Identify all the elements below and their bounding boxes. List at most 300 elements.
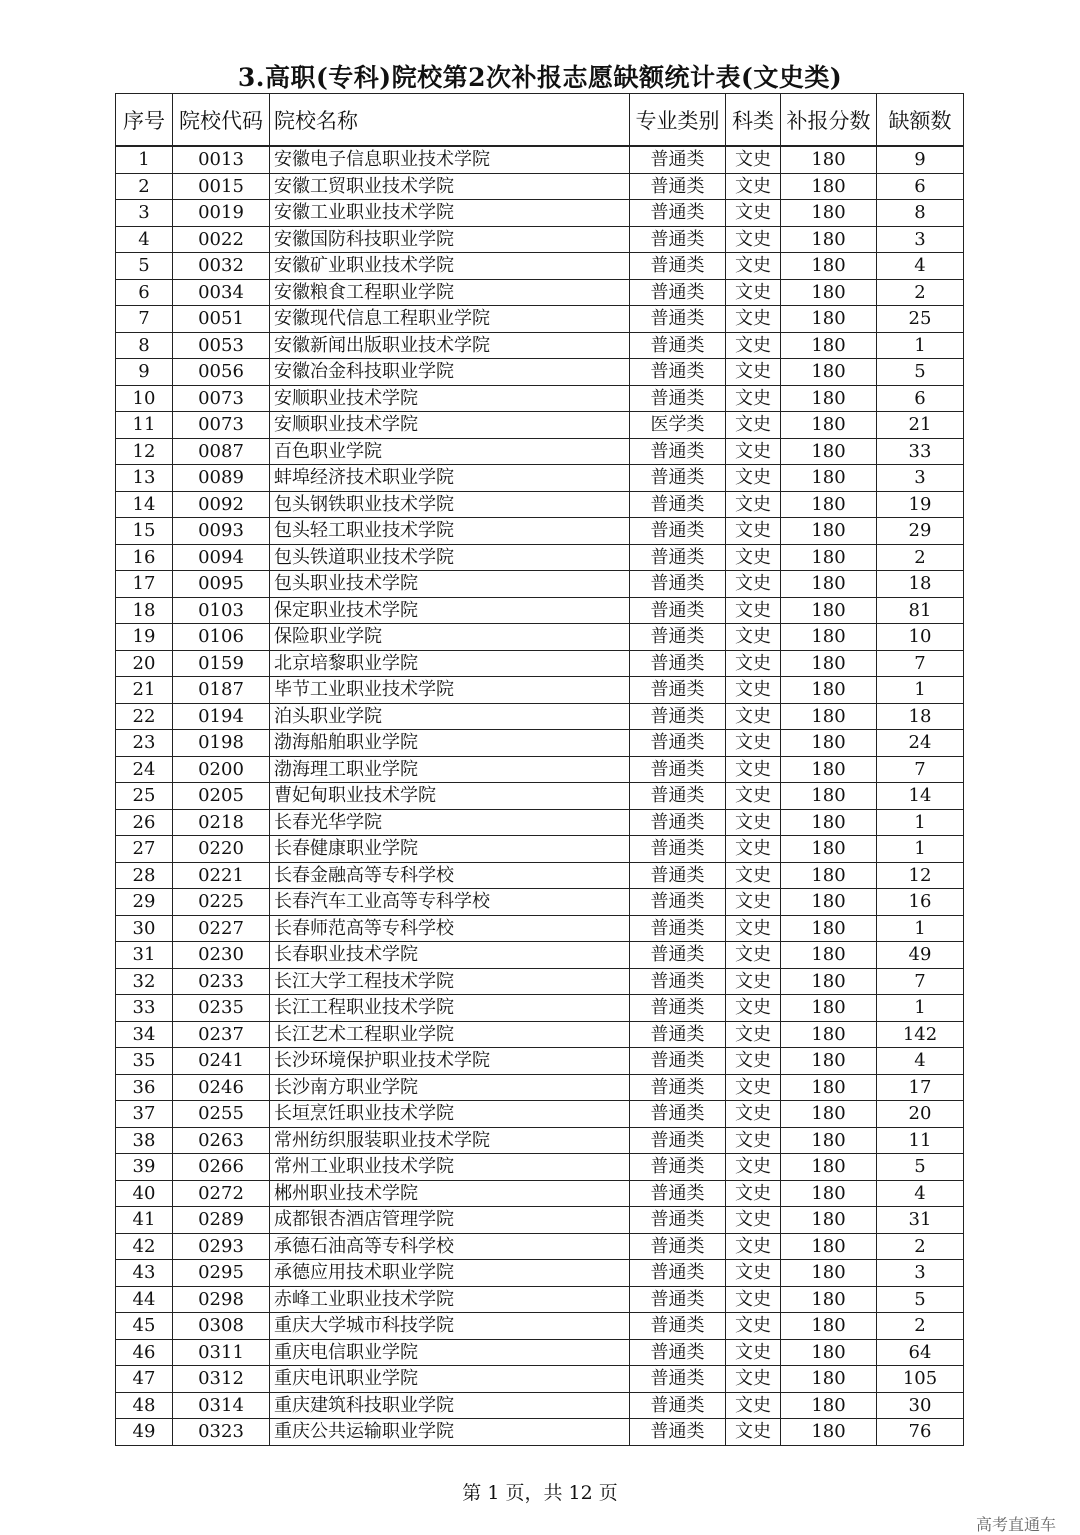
table-row (116, 1180, 964, 1207)
score-cell: 180 (781, 730, 877, 757)
subject-type-cell: 文史 (726, 730, 781, 757)
major-category-cell: 普通类 (630, 1339, 726, 1366)
school-name-cell: 承德石油高等专科学校 (270, 1233, 630, 1260)
score-cell: 180 (781, 544, 877, 571)
school-name-cell: 安徽冶金科技职业学院 (270, 359, 630, 386)
school-name-cell: 包头铁道职业技术学院 (270, 544, 630, 571)
school-name-cell: 保定职业技术学院 (270, 597, 630, 624)
school-name-cell: 安徽工业职业技术学院 (270, 200, 630, 227)
index-cell: 37 (116, 1101, 173, 1128)
subject-type-cell: 文史 (726, 809, 781, 836)
school-name-cell: 安顺职业技术学院 (270, 385, 630, 412)
subject-type-cell: 文史 (726, 1339, 781, 1366)
subject-type-cell: 文史 (726, 1313, 781, 1340)
school-name-cell: 长春汽车工业高等专科学校 (270, 889, 630, 916)
col-header-vacancy: 缺额数 (877, 94, 964, 147)
table-row (116, 756, 964, 783)
table-row (116, 1233, 964, 1260)
table-row (116, 968, 964, 995)
score-cell: 180 (781, 279, 877, 306)
school-name-cell: 重庆公共运输职业学院 (270, 1419, 630, 1446)
school-code-cell: 0241 (173, 1048, 270, 1075)
vacancy-cell: 17 (877, 1074, 964, 1101)
major-category-cell: 普通类 (630, 703, 726, 730)
score-cell: 180 (781, 465, 877, 492)
school-code-cell: 0015 (173, 173, 270, 200)
vacancy-cell: 1 (877, 995, 964, 1022)
table-row (116, 915, 964, 942)
major-category-cell: 普通类 (630, 571, 726, 598)
school-name-cell: 成都银杏酒店管理学院 (270, 1207, 630, 1234)
table-row (116, 1101, 964, 1128)
major-category-cell: 普通类 (630, 809, 726, 836)
subject-type-cell: 文史 (726, 862, 781, 889)
index-cell: 36 (116, 1074, 173, 1101)
table-row (116, 1339, 964, 1366)
table-row (116, 359, 964, 386)
subject-type-cell: 文史 (726, 650, 781, 677)
major-category-cell: 普通类 (630, 968, 726, 995)
school-code-cell: 0159 (173, 650, 270, 677)
vacancy-cell: 64 (877, 1339, 964, 1366)
table-row (116, 1048, 964, 1075)
vacancy-cell: 20 (877, 1101, 964, 1128)
index-cell: 20 (116, 650, 173, 677)
school-code-cell: 0194 (173, 703, 270, 730)
school-code-cell: 0022 (173, 226, 270, 253)
school-name-cell: 安徽国防科技职业学院 (270, 226, 630, 253)
major-category-cell: 普通类 (630, 1127, 726, 1154)
vacancy-cell: 33 (877, 438, 964, 465)
score-cell: 180 (781, 173, 877, 200)
index-cell: 2 (116, 173, 173, 200)
score-cell: 180 (781, 1313, 877, 1340)
table-row (116, 1392, 964, 1419)
school-code-cell: 0034 (173, 279, 270, 306)
table-row (116, 385, 964, 412)
table-row (116, 518, 964, 545)
table-row (116, 862, 964, 889)
vacancy-cell: 25 (877, 306, 964, 333)
index-cell: 38 (116, 1127, 173, 1154)
subject-type-cell: 文史 (726, 597, 781, 624)
school-code-cell: 0205 (173, 783, 270, 810)
school-name-cell: 长江艺术工程职业学院 (270, 1021, 630, 1048)
index-cell: 11 (116, 412, 173, 439)
major-category-cell: 普通类 (630, 1260, 726, 1287)
major-category-cell: 医学类 (630, 412, 726, 439)
table-row (116, 1260, 964, 1287)
table-row (116, 677, 964, 704)
score-cell: 180 (781, 253, 877, 280)
score-cell: 180 (781, 1048, 877, 1075)
subject-type-cell: 文史 (726, 385, 781, 412)
score-cell: 180 (781, 1074, 877, 1101)
index-cell: 19 (116, 624, 173, 651)
index-cell: 29 (116, 889, 173, 916)
index-cell: 23 (116, 730, 173, 757)
school-code-cell: 0092 (173, 491, 270, 518)
major-category-cell: 普通类 (630, 226, 726, 253)
vacancy-cell: 49 (877, 942, 964, 969)
subject-type-cell: 文史 (726, 1154, 781, 1181)
school-code-cell: 0235 (173, 995, 270, 1022)
school-name-cell: 重庆大学城市科技学院 (270, 1313, 630, 1340)
score-cell: 180 (781, 1021, 877, 1048)
table-row (116, 438, 964, 465)
school-name-cell: 安顺职业技术学院 (270, 412, 630, 439)
vacancy-cell: 12 (877, 862, 964, 889)
school-code-cell: 0298 (173, 1286, 270, 1313)
school-name-cell: 渤海船舶职业学院 (270, 730, 630, 757)
major-category-cell: 普通类 (630, 306, 726, 333)
school-code-cell: 0311 (173, 1339, 270, 1366)
subject-type-cell: 文史 (726, 465, 781, 492)
table-row (116, 571, 964, 598)
table-row (116, 1286, 964, 1313)
subject-type-cell: 文史 (726, 359, 781, 386)
school-code-cell: 0295 (173, 1260, 270, 1287)
table-row (116, 1127, 964, 1154)
header-row (116, 94, 964, 147)
major-category-cell: 普通类 (630, 518, 726, 545)
school-code-cell: 0230 (173, 942, 270, 969)
major-category-cell: 普通类 (630, 915, 726, 942)
table-row (116, 412, 964, 439)
major-category-cell: 普通类 (630, 1101, 726, 1128)
school-code-cell: 0266 (173, 1154, 270, 1181)
subject-type-cell: 文史 (726, 915, 781, 942)
school-code-cell: 0323 (173, 1419, 270, 1446)
score-cell: 180 (781, 809, 877, 836)
school-name-cell: 长春职业技术学院 (270, 942, 630, 969)
school-code-cell: 0218 (173, 809, 270, 836)
table-row (116, 1419, 964, 1446)
vacancy-cell: 4 (877, 1048, 964, 1075)
subject-type-cell: 文史 (726, 1021, 781, 1048)
school-name-cell: 赤峰工业职业技术学院 (270, 1286, 630, 1313)
score-cell: 180 (781, 968, 877, 995)
table-row (116, 624, 964, 651)
major-category-cell: 普通类 (630, 1313, 726, 1340)
school-name-cell: 长春师范高等专科学校 (270, 915, 630, 942)
vacancy-cell: 6 (877, 173, 964, 200)
score-cell: 180 (781, 1392, 877, 1419)
subject-type-cell: 文史 (726, 412, 781, 439)
school-name-cell: 毕节工业职业技术学院 (270, 677, 630, 704)
table-row (116, 173, 964, 200)
index-cell: 1 (116, 146, 173, 173)
table-row (116, 1074, 964, 1101)
score-cell: 180 (781, 1207, 877, 1234)
index-cell: 16 (116, 544, 173, 571)
school-code-cell: 0032 (173, 253, 270, 280)
major-category-cell: 普通类 (630, 385, 726, 412)
vacancy-cell: 5 (877, 1286, 964, 1313)
school-code-cell: 0094 (173, 544, 270, 571)
index-cell: 18 (116, 597, 173, 624)
major-category-cell: 普通类 (630, 624, 726, 651)
subject-type-cell: 文史 (726, 1048, 781, 1075)
school-name-cell: 长沙环境保护职业技术学院 (270, 1048, 630, 1075)
table-row (116, 836, 964, 863)
table-row (116, 306, 964, 333)
table-row (116, 332, 964, 359)
school-code-cell: 0237 (173, 1021, 270, 1048)
vacancy-cell: 3 (877, 226, 964, 253)
score-cell: 180 (781, 226, 877, 253)
school-code-cell: 0187 (173, 677, 270, 704)
school-code-cell: 0200 (173, 756, 270, 783)
major-category-cell: 普通类 (630, 332, 726, 359)
index-cell: 33 (116, 995, 173, 1022)
school-name-cell: 曹妃甸职业技术学院 (270, 783, 630, 810)
table-row (116, 703, 964, 730)
subject-type-cell: 文史 (726, 1260, 781, 1287)
index-cell: 48 (116, 1392, 173, 1419)
score-cell: 180 (781, 1233, 877, 1260)
vacancy-cell: 19 (877, 491, 964, 518)
index-cell: 43 (116, 1260, 173, 1287)
index-cell: 5 (116, 253, 173, 280)
subject-type-cell: 文史 (726, 624, 781, 651)
major-category-cell: 普通类 (630, 677, 726, 704)
school-name-cell: 安徽新闻出版职业技术学院 (270, 332, 630, 359)
index-cell: 27 (116, 836, 173, 863)
index-cell: 21 (116, 677, 173, 704)
school-code-cell: 0073 (173, 412, 270, 439)
index-cell: 25 (116, 783, 173, 810)
school-name-cell: 包头钢铁职业技术学院 (270, 491, 630, 518)
school-name-cell: 百色职业学院 (270, 438, 630, 465)
major-category-cell: 普通类 (630, 438, 726, 465)
major-category-cell: 普通类 (630, 1074, 726, 1101)
vacancy-cell: 7 (877, 756, 964, 783)
school-name-cell: 蚌埠经济技术职业学院 (270, 465, 630, 492)
table-row (116, 1207, 964, 1234)
score-cell: 180 (781, 597, 877, 624)
vacancy-cell: 18 (877, 571, 964, 598)
table-row (116, 597, 964, 624)
major-category-cell: 普通类 (630, 146, 726, 173)
table-title: 3.高职(专科)院校第2次补报志愿缺额统计表(文史类) (237, 63, 843, 92)
vacancy-cell: 6 (877, 385, 964, 412)
score-cell: 180 (781, 1366, 877, 1393)
school-name-cell: 安徽工贸职业技术学院 (270, 173, 630, 200)
school-code-cell: 0103 (173, 597, 270, 624)
table-row (116, 783, 964, 810)
subject-type-cell: 文史 (726, 756, 781, 783)
school-code-cell: 0312 (173, 1366, 270, 1393)
school-code-cell: 0053 (173, 332, 270, 359)
index-cell: 49 (116, 1419, 173, 1446)
major-category-cell: 普通类 (630, 836, 726, 863)
subject-type-cell: 文史 (726, 146, 781, 173)
subject-type-cell: 文史 (726, 1127, 781, 1154)
vacancy-cell: 2 (877, 279, 964, 306)
school-name-cell: 常州工业职业技术学院 (270, 1154, 630, 1181)
major-category-cell: 普通类 (630, 1180, 726, 1207)
school-code-cell: 0073 (173, 385, 270, 412)
school-name-cell: 长春金融高等专科学校 (270, 862, 630, 889)
table-row (116, 942, 964, 969)
subject-type-cell: 文史 (726, 836, 781, 863)
vacancy-cell: 29 (877, 518, 964, 545)
major-category-cell: 普通类 (630, 1419, 726, 1446)
vacancy-cell: 1 (877, 836, 964, 863)
school-name-cell: 常州纺织服装职业技术学院 (270, 1127, 630, 1154)
score-cell: 180 (781, 359, 877, 386)
index-cell: 28 (116, 862, 173, 889)
table-row (116, 1366, 964, 1393)
index-cell: 45 (116, 1313, 173, 1340)
vacancy-cell: 14 (877, 783, 964, 810)
school-code-cell: 0246 (173, 1074, 270, 1101)
vacancy-cell: 2 (877, 544, 964, 571)
vacancy-cell: 5 (877, 359, 964, 386)
major-category-cell: 普通类 (630, 465, 726, 492)
index-cell: 34 (116, 1021, 173, 1048)
major-category-cell: 普通类 (630, 491, 726, 518)
table-row (116, 544, 964, 571)
major-category-cell: 普通类 (630, 1048, 726, 1075)
school-name-cell: 泊头职业学院 (270, 703, 630, 730)
school-code-cell: 0221 (173, 862, 270, 889)
vacancy-cell: 1 (877, 915, 964, 942)
vacancy-cell: 10 (877, 624, 964, 651)
school-name-cell: 安徽粮食工程职业学院 (270, 279, 630, 306)
table-row (116, 1021, 964, 1048)
vacancy-cell: 76 (877, 1419, 964, 1446)
major-category-cell: 普通类 (630, 1392, 726, 1419)
subject-type-cell: 文史 (726, 1180, 781, 1207)
school-code-cell: 0314 (173, 1392, 270, 1419)
school-name-cell: 安徽矿业职业技术学院 (270, 253, 630, 280)
vacancy-cell: 3 (877, 1260, 964, 1287)
major-category-cell: 普通类 (630, 730, 726, 757)
col-header-school-name: 院校名称 (270, 94, 630, 147)
index-cell: 15 (116, 518, 173, 545)
index-cell: 3 (116, 200, 173, 227)
school-name-cell: 重庆建筑科技职业学院 (270, 1392, 630, 1419)
vacancy-cell: 2 (877, 1313, 964, 1340)
index-cell: 4 (116, 226, 173, 253)
vacancy-cell: 105 (877, 1366, 964, 1393)
school-code-cell: 0263 (173, 1127, 270, 1154)
col-header-subject-type: 科类 (726, 94, 781, 147)
subject-type-cell: 文史 (726, 306, 781, 333)
index-cell: 14 (116, 491, 173, 518)
school-code-cell: 0255 (173, 1101, 270, 1128)
table-row (116, 279, 964, 306)
major-category-cell: 普通类 (630, 359, 726, 386)
score-cell: 180 (781, 703, 877, 730)
vacancy-cell: 7 (877, 650, 964, 677)
index-cell: 9 (116, 359, 173, 386)
index-cell: 12 (116, 438, 173, 465)
school-code-cell: 0233 (173, 968, 270, 995)
vacancy-cell: 9 (877, 146, 964, 173)
subject-type-cell: 文史 (726, 889, 781, 916)
index-cell: 24 (116, 756, 173, 783)
subject-type-cell: 文史 (726, 1207, 781, 1234)
score-cell: 180 (781, 942, 877, 969)
school-name-cell: 安徽电子信息职业技术学院 (270, 146, 630, 173)
subject-type-cell: 文史 (726, 1286, 781, 1313)
school-name-cell: 重庆电讯职业学院 (270, 1366, 630, 1393)
score-cell: 180 (781, 1101, 877, 1128)
score-cell: 180 (781, 889, 877, 916)
score-cell: 180 (781, 995, 877, 1022)
major-category-cell: 普通类 (630, 1366, 726, 1393)
school-name-cell: 长垣烹饪职业技术学院 (270, 1101, 630, 1128)
index-cell: 10 (116, 385, 173, 412)
major-category-cell: 普通类 (630, 650, 726, 677)
score-cell: 180 (781, 862, 877, 889)
subject-type-cell: 文史 (726, 1074, 781, 1101)
school-name-cell: 安徽现代信息工程职业学院 (270, 306, 630, 333)
index-cell: 13 (116, 465, 173, 492)
index-cell: 42 (116, 1233, 173, 1260)
score-cell: 180 (781, 756, 877, 783)
vacancy-cell: 2 (877, 1233, 964, 1260)
score-cell: 180 (781, 200, 877, 227)
score-cell: 180 (781, 438, 877, 465)
index-cell: 44 (116, 1286, 173, 1313)
subject-type-cell: 文史 (726, 995, 781, 1022)
vacancy-cell: 7 (877, 968, 964, 995)
vacancy-cell: 1 (877, 677, 964, 704)
score-cell: 180 (781, 1286, 877, 1313)
vacancy-cell: 8 (877, 200, 964, 227)
major-category-cell: 普通类 (630, 200, 726, 227)
school-name-cell: 长江工程职业技术学院 (270, 995, 630, 1022)
school-code-cell: 0089 (173, 465, 270, 492)
table-row (116, 730, 964, 757)
subject-type-cell: 文史 (726, 1233, 781, 1260)
school-code-cell: 0289 (173, 1207, 270, 1234)
score-cell: 180 (781, 677, 877, 704)
subject-type-cell: 文史 (726, 1419, 781, 1446)
subject-type-cell: 文史 (726, 571, 781, 598)
major-category-cell: 普通类 (630, 756, 726, 783)
index-cell: 35 (116, 1048, 173, 1075)
score-cell: 180 (781, 1127, 877, 1154)
subject-type-cell: 文史 (726, 968, 781, 995)
major-category-cell: 普通类 (630, 279, 726, 306)
subject-type-cell: 文史 (726, 942, 781, 969)
school-name-cell: 承德应用技术职业学院 (270, 1260, 630, 1287)
major-category-cell: 普通类 (630, 889, 726, 916)
table-row (116, 465, 964, 492)
vacancy-cell: 31 (877, 1207, 964, 1234)
major-category-cell: 普通类 (630, 1154, 726, 1181)
table-row (116, 200, 964, 227)
col-header-school-code: 院校代码 (173, 94, 270, 147)
score-cell: 180 (781, 915, 877, 942)
index-cell: 31 (116, 942, 173, 969)
subject-type-cell: 文史 (726, 253, 781, 280)
score-cell: 180 (781, 571, 877, 598)
subject-type-cell: 文史 (726, 438, 781, 465)
school-code-cell: 0095 (173, 571, 270, 598)
vacancy-cell: 81 (877, 597, 964, 624)
score-cell: 180 (781, 518, 877, 545)
school-code-cell: 0019 (173, 200, 270, 227)
vacancy-cell: 21 (877, 412, 964, 439)
score-cell: 180 (781, 1260, 877, 1287)
index-cell: 17 (116, 571, 173, 598)
